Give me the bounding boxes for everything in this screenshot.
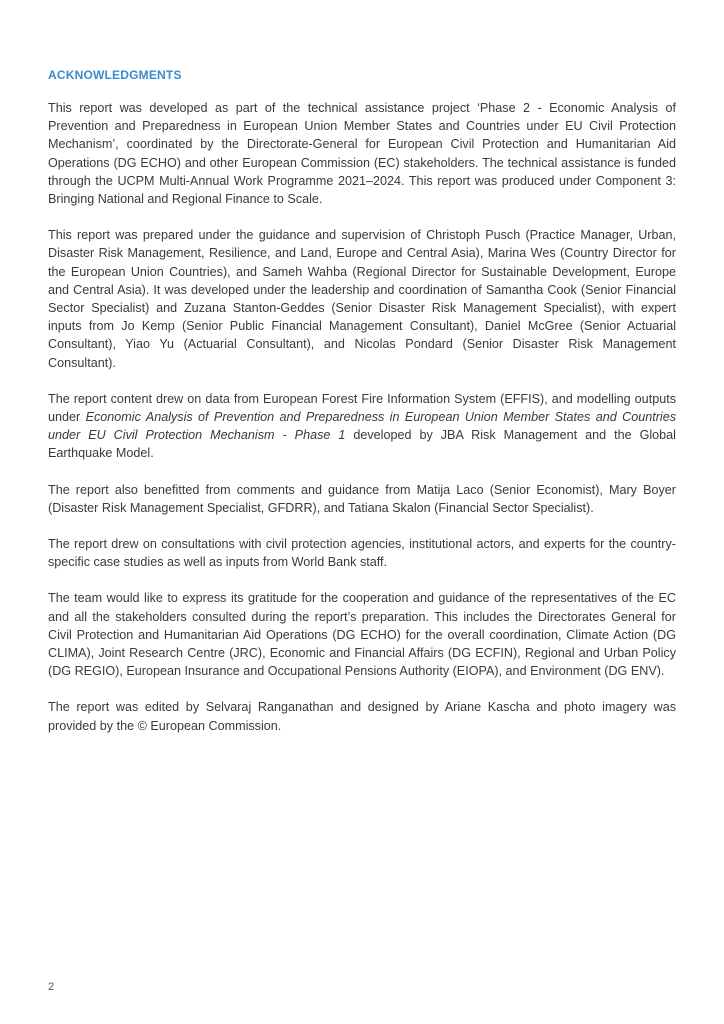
paragraph-supervision: This report was prepared under the guidance and supervision of Christoph Pusch (Practice Manager, Urban, Disaster Risk Management, Resilience, and Land, Europe and Central Asia), Marina Wes (Country Director for the European Union Countries), and Sameh Wahba (Regional Director for Sustainable Development, Europe and Central Asia). It was developed under the leadership and coordination of Samantha Cook (Senior Financial Sector Specialist) and Zuzana Stanton-Geddes (Senior Disaster Risk Management Specialist), with expert inputs from Jo Kemp (Senior Public Financial Management Consultant), Daniel McGree (Senior Actuarial Consultant), Yiao Yu (Actuarial Consultant), and Nicolas Pondard (Senior Disaster Risk Management Consultant).	[48, 228, 676, 370]
paragraph-data-sources	[48, 390, 676, 463]
page-number: 2	[48, 981, 55, 993]
paragraph-consultations: The report drew on consultations with civil protection agencies, institutional actors, and experts for the country-specific case studies as well as inputs from World Bank staff.	[48, 537, 676, 570]
data-sources-text-before: The report content drew on data from European Forest Fire Information System (EFFIS), and modelling outputs under	[48, 391, 676, 425]
phase-1-report-title: Economic Analysis of Prevention and Preparedness in European Union Member States and Countries under EU Civil Protection Mechanism - Phase 1	[48, 410, 677, 443]
paragraph-gratitude: The team would like to express its gratitude for the cooperation and guidance of the representatives of the EC and all the stakeholders consulted during the report’s preparation. This includes the Directorates General for Civil Protection and Humanitarian Aid Operations (DG ECHO) for the overall coordination, Climate Action (DG CLIMA), Joint Research Centre (JRC), Economic and Financial Affairs (DG ECFIN), Regional and Urban Policy (DG REGIO), European Insurance and Occupational Pensions Authority (EIOPA), and Environment (DG ENV).	[48, 591, 676, 679]
data-sources-text-after: developed by JBA Risk Management and the Global Earthquake Model.	[48, 428, 676, 461]
paragraph-project-context: This report was developed as part of the technical assistance project ‘Phase 2 - Economic Analysis of Prevention and Preparedness in European Union Member States and Countries under EU Civil Protection Mechanism’, coordinated by the Directorate-General for European Civil Protection and Humanitarian Aid Operations (DG ECHO) and other European Commission (EC) stakeholders. The technical assistance is funded through the UCPM Multi-Annual Work Programme 2021–2024. This report was produced under Component 3: Bringing National and Regional Finance to Scale.	[48, 101, 676, 207]
page-content	[48, 64, 676, 735]
section-heading: ACKNOWLEDGMENTS	[48, 68, 182, 82]
paragraph-editing-credits: The report was edited by Selvaraj Ranganathan and designed by Ariane Kascha and photo imagery was provided by the © European Commission.	[48, 700, 676, 733]
paragraph-comments: The report also benefitted from comments and guidance from Matija Laco (Senior Economist), Mary Boyer (Disaster Risk Management Specialist, GFDRR), and Tatiana Skalon (Financial Sector Specialist).	[48, 482, 676, 515]
